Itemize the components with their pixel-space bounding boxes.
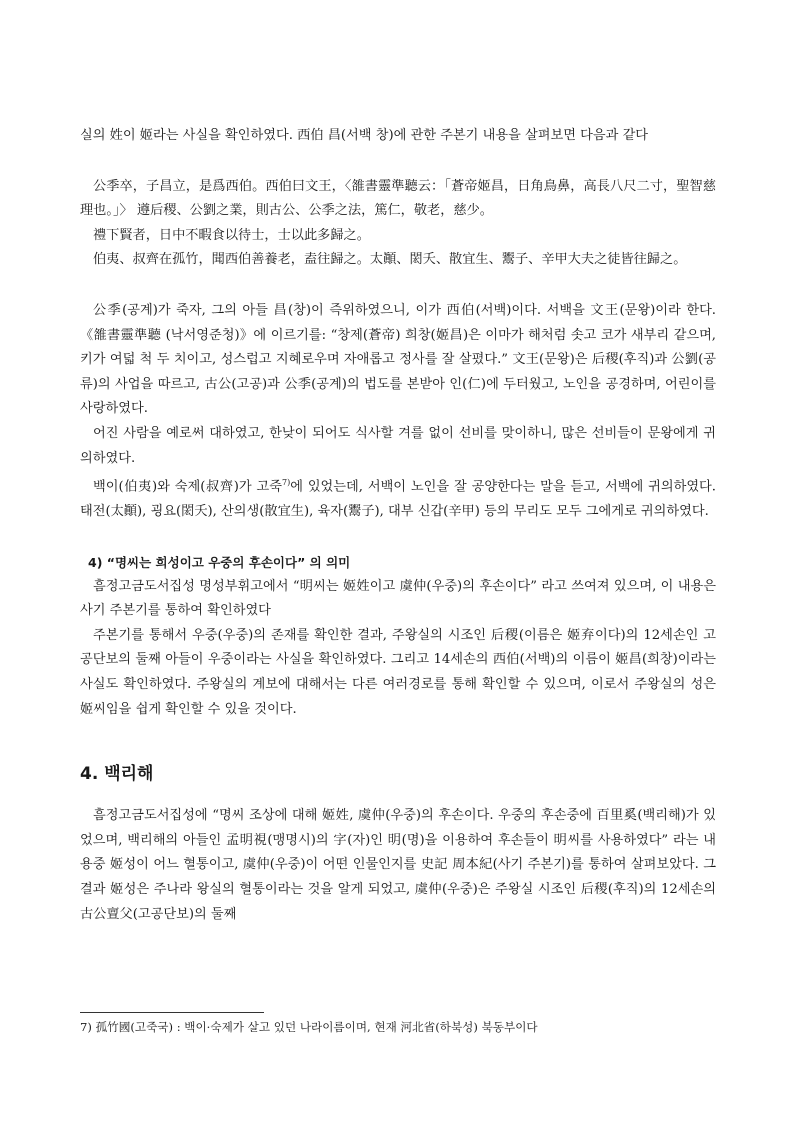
subsection-paragraph-2: 주본기를 통해서 우중(우중)의 존재를 확인한 결과, 주왕실의 시조인 后稷(이름은 姬弃이다)의 12세손인 고공단보의 둘째 아들이 우중이라는 사실을 확인하였다. 그리고 14세손의 西伯(서백)의 이름이 姬昌(희창)이라는 사실도 확인하였다. 주왕실의 계보에 대해서는 다른 여러경로를 통해 확인할 수 있으며, 이로서 주왕실의 성은 姬씨임을 쉽게 확인할 수 있을 것이다. — [80, 627, 716, 717]
footnote-reference[interactable]: 7) — [282, 478, 291, 488]
translation-paragraph-3 — [80, 471, 716, 525]
subsection-paragraph-1: 흠정고금도서집성 명성부휘고에서 “明씨는 姬姓이고 虞仲(우중)의 후손이다” 라고 쓰여져 있으며, 이 내용은 사기 주본기를 통하여 확인하였다 — [80, 578, 716, 619]
document-page — [80, 124, 716, 927]
translation-paragraph-1: 公季(공계)가 죽자, 그의 아들 昌(창)이 즉위하였으니, 이가 西伯(서백)이다. 서백을 文王(문왕)이라 한다. 《雒書靈準聽 (낙서영준청)》에 이르기를: “창제(蒼帝) 희창(姬昌)은 이마가 해처럼 솟고 코가 새부리 같으며, 키가 여덟 척 두 치이고, 성스럽고 지혜로우며 자애롭고 정사를 잘 살폈다.” 文王(문왕)은 后稷(후직)과 公劉(공류)의 사업을 따르고, 古公(고공)과 公季(공계)의 법도를 본받아 인(仁)에 두터웠고, 노인을 공경하며, 어린이를 사랑하였다. — [80, 302, 716, 417]
intro-paragraph: 실의 姓이 姬라는 사실을 확인하였다. 西伯 昌(서백 창)에 관한 주본기 내용을 살펴보면 다음과 같다 — [80, 128, 649, 143]
classical-quote-3: 伯夷、叔齊在孤竹，聞西伯善養老，盍往歸之。太顚、閎夭、散宜生、鬻子、辛甲大夫之徒皆往歸之。 — [93, 252, 687, 268]
section-paragraph-1: 흠정고금도서집성에 “명씨 조상에 대해 姬姓, 虞仲(우중)의 후손이다. 우중의 후손중에 百里奚(백리해)가 있었으며, 백리해의 아들인 孟明視(맹명시)의 字(자)인 明(명)을 이용하여 후손들이 明씨를 사용하였다” 라는 내용중 姬성이 어느 혈통이고, 虞仲(우중)이 어떤 인물인지를 史記 周本紀(사기 주본기)를 통하여 살펴보았다. 그 결과 姬성은 주나라 왕실의 혈통이라는 것을 알게 되었고, 虞仲(우중)은 주왕실 시조인 后稷(후직)의 12세손의 古公亶父(고공단보)의 둘째 — [80, 808, 716, 922]
translation-text: 에 있었는데, 서백이 노인을 잘 공양한다는 말을 듣고, 서백에 귀의하였다. 태전(太顚), 굉요(閎夭), 산의생(散宜生), 육자(鬻子), 대부 신갑(辛甲) 등의 무리도 모두 그에게로 귀의하였다. — [80, 479, 716, 520]
subsection-heading: 4) “명씨는 희성이고 우중의 후손이다” 의 의미 — [88, 554, 351, 570]
translation-text: 백이(伯夷)와 숙제(叔齊)가 고죽 — [93, 479, 282, 495]
translation-paragraph-2: 어진 사람을 예로써 대하였고, 한낮이 되어도 식사할 겨를 없이 선비를 맞이하니, 많은 선비들이 문왕에게 귀의하였다. — [80, 425, 716, 466]
section-heading: 4. 백리해 — [80, 764, 154, 785]
classical-quote-2: 禮下賢者，日中不暇食以待士，士以此多歸之。 — [93, 227, 370, 243]
classical-quote-1: 公季卒，子昌立，是爲西伯。西伯曰文王，〈雒書靈準聽云：「蒼帝姬昌，日角鳥鼻，高長八尺二寸，聖智慈理也。」〉 遵后稷、公劉之業，則古公、公季之法，篤仁，敬老，慈少。 — [80, 178, 716, 219]
footnote-divider — [80, 1012, 264, 1013]
footnote: 7) 孤竹國(고죽국) : 백이·숙제가 살고 있던 나라이름이며, 현재 河北省(하북성) 북동부이다 — [80, 1020, 538, 1034]
